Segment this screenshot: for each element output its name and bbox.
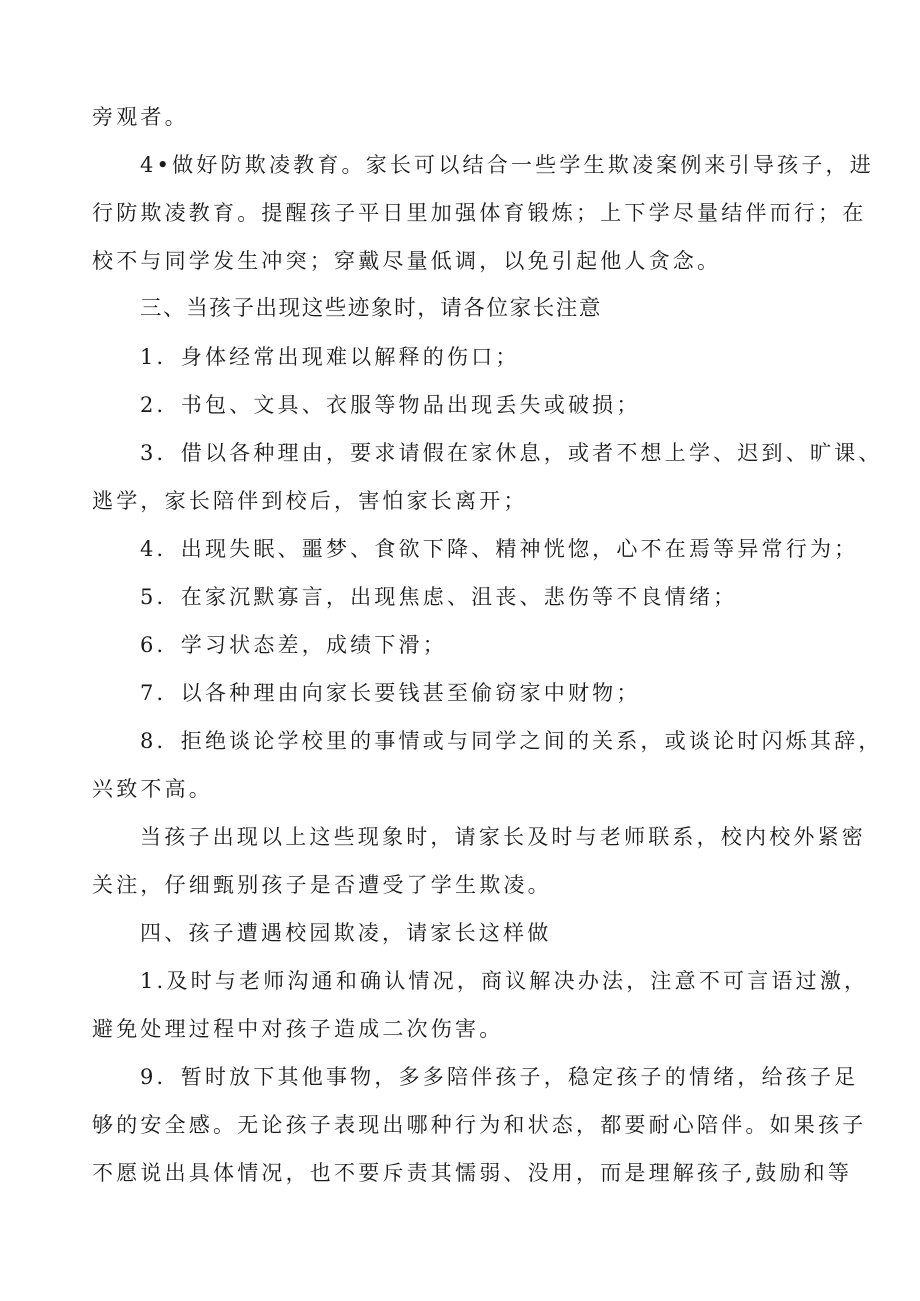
list-item-continuation: 避免处理过程中对孩子造成二次伤害。 [92, 1017, 504, 1041]
list-item: 7．以各种理由向家长要钱甚至偷窃家中财物； [140, 681, 641, 705]
paragraph-line: 行防欺凌教育。提醒孩子平日里加强体育锻炼；上下学尽量结伴而行；在 [92, 201, 867, 225]
list-item: 8．拒绝谈论学校里的事情或与同学之间的关系，或谈论时闪烁其辞， [140, 729, 883, 753]
list-item: 6．学习状态差，成绩下滑； [140, 633, 447, 657]
list-item: 1．身体经常出现难以解释的伤口； [140, 345, 520, 369]
list-item-continuation: 不愿说出具体情况，也不要斥责其懦弱、没用，而是理解孩子,鼓励和等 [92, 1161, 853, 1185]
section-heading: 三、当孩子出现这些迹象时，请各位家长注意 [140, 296, 603, 321]
list-item: 5．在家沉默寡言，出现焦虑、沮丧、悲伤等不良情绪； [140, 585, 738, 609]
list-item-continuation: 兴致不高。 [92, 777, 213, 801]
list-item: 9．暂时放下其他事物，多多陪伴孩子，稳定孩子的情绪，给孩子足 [140, 1065, 859, 1089]
paragraph-line: 当孩子出现以上这些现象时，请家长及时与老师联系，校内校外紧密 [140, 825, 866, 849]
list-item: 1.及时与老师沟通和确认情况，商议解决办法，注意不可言语过激， [140, 969, 869, 993]
paragraph-line: 旁观者。 [92, 105, 189, 129]
section-heading: 四、孩子遭遇校园欺凌，请家长这样做 [140, 921, 552, 945]
paragraph-line: 校不与同学发生冲突；穿戴尽量低调，以免引起他人贪念。 [92, 249, 722, 273]
list-item: 4．出现失眠、噩梦、食欲下降、精神恍惚，心不在焉等异常行为； [140, 537, 859, 561]
paragraph-line: 关注，仔细甄别孩子是否遭受了学生欺凌。 [92, 873, 552, 897]
paragraph-line: 4•做好防欺凌教育。家长可以结合一些学生欺凌案例来引导孩子，进 [140, 153, 874, 177]
list-item-continuation: 够的安全感。无论孩子表现出哪种行为和状态，都要耐心陪伴。如果孩子 [92, 1113, 867, 1137]
list-item-continuation: 逃学，家长陪伴到校后，害怕家长离开； [92, 489, 528, 513]
list-item: 2．书包、文具、衣服等物品出现丢失或破损； [140, 393, 641, 417]
list-item: 3．借以各种理由，要求请假在家休息，或者不想上学、迟到、旷课、 [140, 441, 883, 465]
